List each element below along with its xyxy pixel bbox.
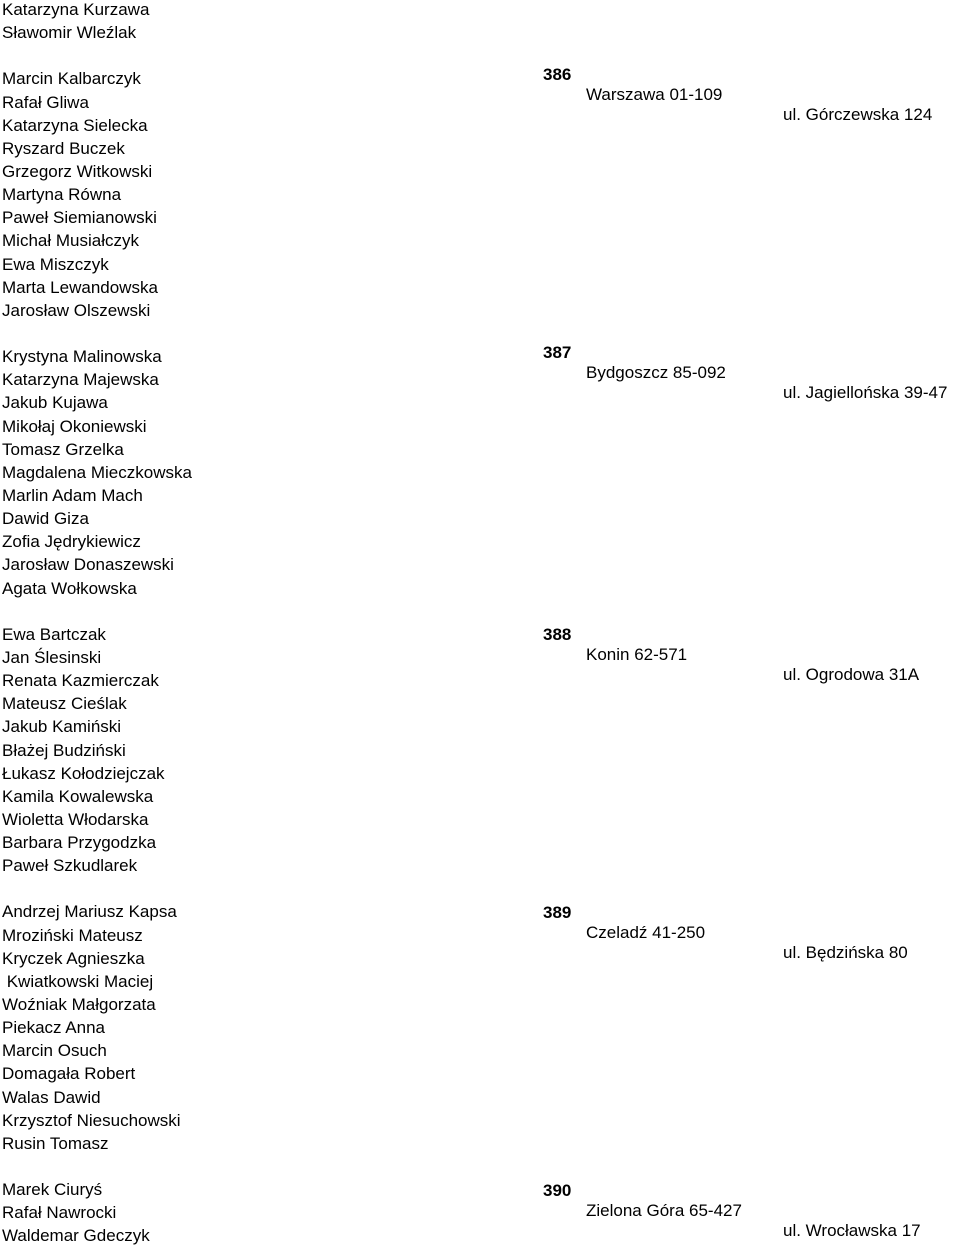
list-item: Martyna Równa	[2, 185, 122, 205]
list-item: Katarzyna Sielecka	[2, 115, 148, 135]
entry-city: Zielona Góra 65-427	[586, 1201, 742, 1220]
name-group	[2, 1180, 522, 1249]
names-column	[2, 0, 522, 1250]
entry-street: ul. Wrocławska 17	[783, 1221, 921, 1240]
entry-number: 390	[543, 1181, 572, 1200]
list-item: Marcin Kalbarczyk	[2, 69, 141, 89]
list-item: Barbara Przygodzka	[2, 833, 157, 853]
entry-row	[543, 1161, 921, 1240]
list-item: Wioletta Włodarska	[2, 809, 149, 829]
entry-street: ul. Będzińska 80	[783, 943, 908, 962]
name-group	[2, 0, 522, 46]
list-item: Andrzej Mariusz Kapsa	[2, 902, 177, 922]
list-item: Paweł Siemianowski	[2, 208, 157, 228]
name-group	[2, 902, 522, 1157]
list-item: Rafał Nawrocki	[2, 1203, 117, 1223]
list-item: Tomasz Grzelka	[2, 439, 124, 459]
list-item: Mikołaj Okoniewski	[2, 416, 147, 436]
list-item: Krystyna Malinowska	[2, 347, 162, 367]
list-item: Błażej Budziński	[2, 740, 126, 760]
list-item: Paweł Szkudlarek	[2, 856, 138, 876]
entry-city: Warszawa 01-109	[586, 85, 723, 104]
list-item: Jarosław Donaszewski	[2, 555, 174, 575]
list-item: Ewa Bartczak	[2, 624, 106, 644]
entry-number: 387	[543, 343, 572, 362]
list-item: Krzysztof Niesuchowski	[2, 1110, 181, 1130]
group-spacer	[2, 1157, 522, 1180]
list-item: Marlin Adam Mach	[2, 485, 143, 505]
name-group	[2, 625, 522, 880]
list-item: Rafał Gliwa	[2, 92, 89, 112]
list-item: Jan Ślesinski	[2, 647, 102, 667]
entry-number: 388	[543, 625, 572, 644]
list-item: Katarzyna Majewska	[2, 370, 159, 390]
entry-street: ul. Jagiellońska 39-47	[783, 383, 948, 402]
list-item: Piekacz Anna	[2, 1018, 106, 1038]
list-item: Marcin Osuch	[2, 1041, 107, 1061]
list-item: Agata Wołkowska	[2, 578, 137, 598]
entry-number: 386	[543, 65, 572, 84]
name-group	[2, 347, 522, 602]
entry-city: Bydgoszcz 85-092	[586, 363, 726, 382]
entry-row	[543, 45, 933, 124]
list-item: Jarosław Olszewski	[2, 300, 151, 320]
list-item: Mroziński Mateusz	[2, 925, 143, 945]
group-spacer	[2, 46, 522, 69]
entry-row	[543, 605, 920, 684]
list-item: Michał Musiałczyk	[2, 231, 139, 251]
list-item: Magdalena Mieczkowska	[2, 462, 192, 482]
list-item: Jakub Kujawa	[2, 393, 108, 413]
list-item: Ryszard Buczek	[2, 138, 125, 158]
entry-city: Konin 62-571	[586, 645, 688, 664]
entry-city: Czeladź 41-250	[586, 923, 706, 942]
list-item: Mateusz Cieślak	[2, 694, 127, 714]
list-item: Renata Kazmierczak	[2, 671, 159, 691]
list-item: Kamila Kowalewska	[2, 786, 154, 806]
entry-row	[543, 883, 908, 962]
list-item: Kryczek Agnieszka	[2, 948, 145, 968]
list-item: Kwiatkowski Maciej	[2, 971, 154, 991]
group-spacer	[2, 602, 522, 625]
entry-number: 389	[543, 903, 572, 922]
list-item: Dawid Giza	[2, 509, 89, 529]
name-group	[2, 69, 522, 324]
list-item: Marek Ciuryś	[2, 1180, 103, 1200]
list-item: Jakub Kamiński	[2, 717, 122, 737]
entry-street: ul. Ogrodowa 31A	[783, 665, 920, 684]
list-item: Ewa Miszczyk	[2, 254, 109, 274]
list-item: Domagała Robert	[2, 1064, 136, 1084]
group-spacer	[2, 879, 522, 902]
list-item: Woźniak Małgorzata	[2, 995, 156, 1015]
list-item: Grzegorz Witkowski	[2, 161, 153, 181]
list-item: Łukasz Kołodziejczak	[2, 763, 165, 783]
list-item: Marta Lewandowska	[2, 277, 158, 297]
list-item: Zofia Jędrykiewicz	[2, 532, 141, 552]
group-spacer	[2, 324, 522, 347]
list-item: Waldemar Gdeczyk	[2, 1226, 150, 1246]
entry-row	[543, 323, 948, 402]
entry-street: ul. Górczewska 124	[783, 105, 933, 124]
list-item: Rusin Tomasz	[2, 1133, 109, 1153]
list-item: Sławomir Wleźlak	[2, 23, 137, 43]
list-item: Katarzyna Kurzawa	[2, 0, 150, 19]
list-item: Walas Dawid	[2, 1087, 101, 1107]
